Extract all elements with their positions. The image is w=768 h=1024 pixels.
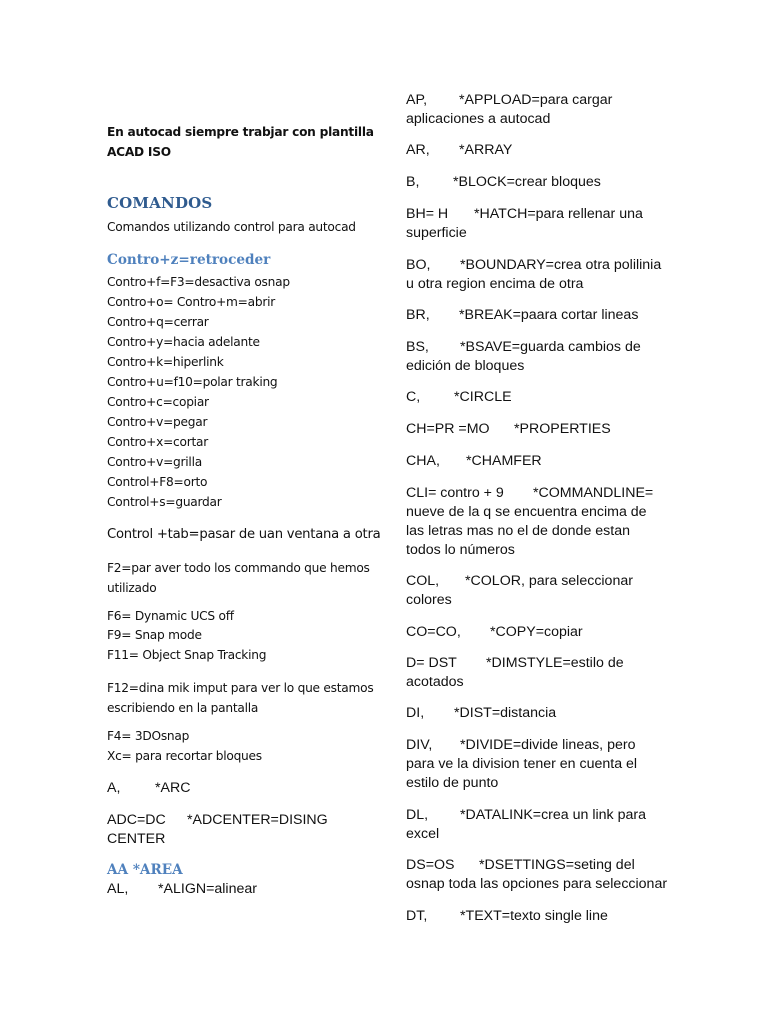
command-entry bbox=[406, 173, 601, 192]
command-continuation: aplicaciones a autocad bbox=[406, 111, 551, 127]
command-abbrev: CH=PR =MO bbox=[406, 421, 490, 437]
command-entry bbox=[406, 856, 635, 875]
command-description: *BSAVE=guarda cambios de bbox=[460, 339, 641, 355]
command-entry bbox=[406, 623, 583, 642]
intro-line-2: ACAD ISO bbox=[107, 145, 171, 159]
command-abbrev: C, bbox=[406, 389, 421, 405]
command-abbrev: B, bbox=[406, 174, 420, 190]
shortcut-line: Contro+q=cerrar bbox=[107, 315, 209, 329]
command-entry bbox=[406, 484, 653, 503]
command-abbrev: DS=OS bbox=[406, 857, 455, 873]
shortcut-line: Contro+k=hiperlink bbox=[107, 355, 224, 369]
shortcut-line: Contro+f=F3=desactiva osnap bbox=[107, 275, 290, 289]
command-description: *ALIGN=alinear bbox=[158, 881, 257, 897]
shortcut-line: Control+s=guardar bbox=[107, 495, 222, 509]
shortcut-line: Contro+v=grilla bbox=[107, 455, 202, 469]
command-continuation: colores bbox=[406, 592, 452, 608]
command-continuation: edición de bloques bbox=[406, 358, 525, 374]
f12-line-1: F12=dina mik imput para ver lo que estamos bbox=[107, 681, 374, 695]
command-description: *DIVIDE=divide lineas, pero bbox=[460, 737, 636, 753]
command-entry bbox=[406, 654, 624, 673]
f2-line-2: utilizado bbox=[107, 581, 157, 595]
command-entry bbox=[406, 306, 638, 325]
command-description: *COMMANDLINE= bbox=[533, 485, 654, 501]
command-description: *ARC bbox=[155, 780, 191, 796]
command-abbrev: D= DST bbox=[406, 655, 457, 671]
command-abbrev: CHA, bbox=[406, 453, 440, 469]
command-entry bbox=[406, 205, 643, 224]
command-continuation: las letras mas no el de donde estan bbox=[406, 523, 630, 539]
area-heading: AA *AREA bbox=[107, 862, 183, 878]
command-abbrev: CLI= contro + 9 bbox=[406, 485, 504, 501]
command-abbrev: DL, bbox=[406, 807, 429, 823]
command-entry bbox=[406, 91, 612, 110]
shortcut-line: Control+F8=orto bbox=[107, 475, 208, 489]
command-abbrev: BO, bbox=[406, 257, 431, 273]
xc-line: Xc= para recortar bloques bbox=[107, 749, 262, 763]
command-entry bbox=[107, 880, 257, 899]
command-abbrev: CO=CO, bbox=[406, 624, 461, 640]
command-description: *ADCENTER=DISING bbox=[187, 812, 328, 828]
command-entry bbox=[406, 141, 512, 160]
command-abbrev: ADC=DC bbox=[107, 812, 166, 828]
command-description: *COLOR, para seleccionar bbox=[465, 573, 633, 589]
command-entry bbox=[406, 907, 608, 926]
command-continuation: CENTER bbox=[107, 831, 166, 847]
command-description: *PROPERTIES bbox=[514, 421, 611, 437]
f4-line: F4= 3DOsnap bbox=[107, 729, 190, 743]
command-description: *CIRCLE bbox=[454, 389, 512, 405]
command-abbrev: DIV, bbox=[406, 737, 433, 753]
command-description: *APPLOAD=para cargar bbox=[459, 92, 613, 108]
command-description: *COPY=copiar bbox=[490, 624, 583, 640]
shortcut-line: Contro+c=copiar bbox=[107, 395, 209, 409]
command-description: *DATALINK=crea un link para bbox=[460, 807, 646, 823]
command-abbrev: AR, bbox=[406, 142, 430, 158]
section-subtitle: Comandos utilizando control para autocad bbox=[107, 220, 356, 234]
command-description: *DIMSTYLE=estilo de bbox=[486, 655, 624, 671]
section-heading: COMANDOS bbox=[107, 194, 213, 212]
command-entry bbox=[406, 420, 611, 439]
shortcut-line: Contro+x=cortar bbox=[107, 435, 208, 449]
command-description: *BREAK=paara cortar lineas bbox=[459, 307, 639, 323]
f2-line-1: F2=par aver todo los commando que hemos bbox=[107, 561, 370, 575]
command-entry bbox=[406, 704, 556, 723]
command-continuation: estilo de punto bbox=[406, 775, 499, 791]
command-entry bbox=[406, 736, 635, 755]
command-continuation: todos lo números bbox=[406, 542, 515, 558]
command-abbrev: BR, bbox=[406, 307, 430, 323]
shortcut-line: Contro+y=hacia adelante bbox=[107, 335, 260, 349]
command-description: *ARRAY bbox=[459, 142, 513, 158]
shortcut-line: Contro+u=f10=polar traking bbox=[107, 375, 278, 389]
command-entry bbox=[406, 338, 641, 357]
command-continuation: acotados bbox=[406, 674, 464, 690]
control-tab-line: Control +tab=pasar de uan ventana a otra bbox=[107, 527, 381, 542]
command-continuation: para ve la division tener en cuenta el bbox=[406, 756, 638, 772]
shortcut-line: Contro+o= Contro+m=abrir bbox=[107, 295, 275, 309]
command-continuation: nueve de la q se encuentra encima de bbox=[406, 504, 647, 520]
command-continuation: u otra region encima de otra bbox=[406, 276, 584, 292]
command-description: *BOUNDARY=crea otra polilinia bbox=[460, 257, 662, 273]
command-description: *DIST=distancia bbox=[454, 705, 557, 721]
shortcut-line: Contro+v=pegar bbox=[107, 415, 208, 429]
command-abbrev: DT, bbox=[406, 908, 428, 924]
command-abbrev: AP, bbox=[406, 92, 428, 108]
f12-line-2: escribiendo en la pantalla bbox=[107, 701, 259, 715]
command-entry bbox=[107, 779, 190, 798]
command-abbrev: BH= H bbox=[406, 206, 449, 222]
command-abbrev: BS, bbox=[406, 339, 429, 355]
command-entry bbox=[107, 811, 328, 830]
command-entry bbox=[406, 572, 633, 591]
command-abbrev: COL, bbox=[406, 573, 440, 589]
command-continuation: osnap toda las opciones para seleccionar bbox=[406, 876, 668, 892]
command-description: *DSETTINGS=seting del bbox=[479, 857, 635, 873]
command-entry bbox=[406, 388, 512, 407]
command-description: *BLOCK=crear bloques bbox=[453, 174, 601, 190]
f11-line: F11= Object Snap Tracking bbox=[107, 648, 267, 662]
command-entry bbox=[406, 256, 661, 275]
command-entry bbox=[406, 452, 542, 471]
command-abbrev: A, bbox=[107, 780, 121, 796]
command-description: *TEXT=texto single line bbox=[460, 908, 608, 924]
f6-line: F6= Dynamic UCS off bbox=[107, 609, 234, 623]
command-description: *CHAMFER bbox=[466, 453, 542, 469]
command-description: *HATCH=para rellenar una bbox=[474, 206, 643, 222]
command-continuation: excel bbox=[406, 826, 440, 842]
command-abbrev: DI, bbox=[406, 705, 425, 721]
command-entry bbox=[406, 806, 646, 825]
command-continuation: superficie bbox=[406, 225, 467, 241]
intro-line-1: En autocad siempre trabjar con plantilla bbox=[107, 125, 374, 139]
f9-line: F9= Snap mode bbox=[107, 628, 202, 642]
subheading: Contro+z=retroceder bbox=[107, 252, 271, 268]
command-abbrev: AL, bbox=[107, 881, 129, 897]
